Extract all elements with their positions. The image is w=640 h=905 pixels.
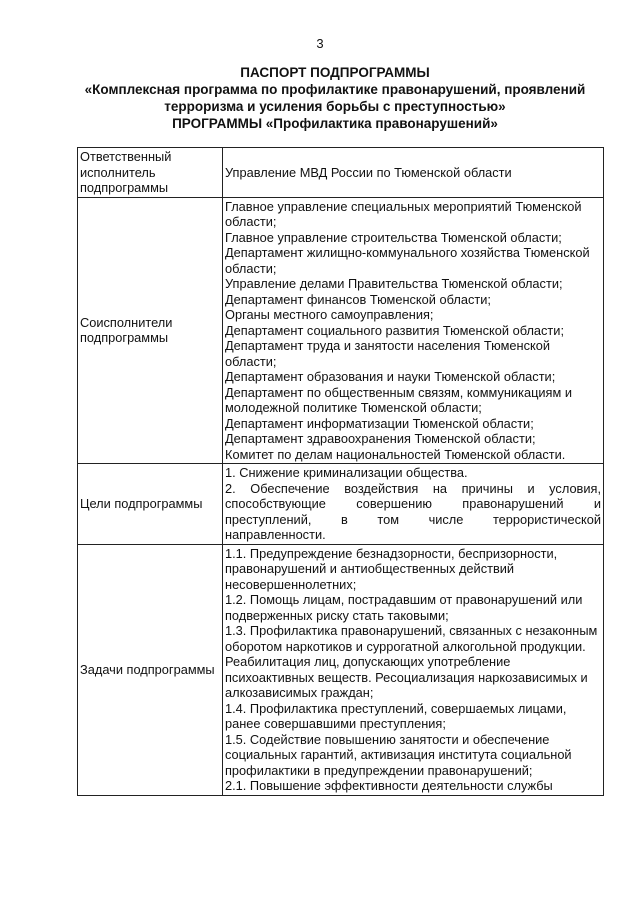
row-label: Соисполнители подпрограммы: [78, 197, 223, 464]
header-program-name: ПРОГРАММЫ «Профилактика правонарушений»: [172, 116, 498, 131]
list-item: Департамент социального развития Тюменской области;: [225, 322, 564, 338]
list-item: Департамент жилищно-коммунального хозяйства Тюменской области;: [225, 245, 590, 276]
table-row-coexecutors: [78, 197, 604, 464]
list-item: Департамент финансов Тюменской области;: [225, 291, 491, 307]
list-item: Департамент труда и занятости населения Тюменской области;: [225, 338, 550, 369]
row-label: Цели подпрограммы: [78, 464, 223, 545]
passport-table: [77, 147, 604, 796]
row-label: Задачи подпрограммы: [78, 544, 223, 795]
row-value: [223, 464, 604, 545]
list-item: 1.2. Помощь лицам, пострадавшим от правонарушений или подверженных риску стать таковыми;: [225, 592, 583, 623]
table-row-tasks: [78, 544, 604, 795]
list-item: Комитет по делам национальностей Тюменской области.: [225, 446, 566, 462]
header-subprogram-name-line1: «Комплексная программа по профилактике правонарушений, проявлений: [84, 82, 586, 97]
header-title: ПАСПОРТ ПОДПРОГРАММЫ: [240, 65, 430, 80]
list-item: 1. Снижение криминализации общества.: [225, 465, 468, 480]
header-subprogram-name-line2: терроризма и усиления борьбы с преступностью»: [164, 99, 506, 114]
page-number: 3: [316, 36, 324, 51]
row-value: [223, 197, 604, 464]
list-item: Департамент образования и науки Тюменской области;: [225, 369, 556, 384]
list-item: Департамент информатизации Тюменской области;: [225, 415, 534, 431]
row-value: [223, 544, 604, 795]
list-item: 2. Обеспечение воздействия на причины и условия, способствующие совершению правонарушений и преступлений, в том числе террористической направленности.: [225, 480, 601, 542]
list-item: 1.5. Содействие повышению занятости и обеспечение социальных гарантий, активизация института социальной профилактики в предупреждении правонарушений;: [225, 731, 572, 778]
list-item: Главное управление специальных мероприятий Тюменской области;: [225, 198, 582, 229]
list-item: 1.4. Профилактика преступлений, совершаемых лицами, ранее совершавшими преступления;: [225, 700, 567, 731]
list-item: Управление МВД России по Тюменской области: [225, 164, 512, 180]
list-item: Управление делами Правительства Тюменской области;: [225, 276, 563, 291]
list-item: 1.1. Предупреждение безнадзорности, беспризорности, правонарушений и антиобщественных действий несовершеннолетних;: [225, 545, 558, 592]
list-item: Главное управление строительства Тюменской области;: [225, 229, 562, 245]
list-item: 2.1. Повышение эффективности деятельности службы: [225, 778, 553, 793]
list-item: Органы местного самоуправления;: [225, 307, 434, 322]
list-item: Департамент здравоохранения Тюменской области;: [225, 431, 536, 446]
list-item: Департамент по общественным связям, коммуникациям и молодежной политике Тюменской области;: [225, 384, 572, 415]
row-label: Ответственный исполнитель подпрограммы: [78, 148, 223, 198]
table-row-goals: [78, 464, 604, 545]
table-row-responsible: [78, 148, 604, 198]
row-value: [223, 148, 604, 198]
list-item: 1.3. Профилактика правонарушений, связанных с незаконным оборотом наркотиков и суррогатной алкогольной продукции. Реабилитация лиц, допускающих употребление психоактивных веществ. Ресоциализация наркозависимых и алкозависимых граждан;: [225, 623, 598, 700]
document-header: [30, 64, 640, 132]
